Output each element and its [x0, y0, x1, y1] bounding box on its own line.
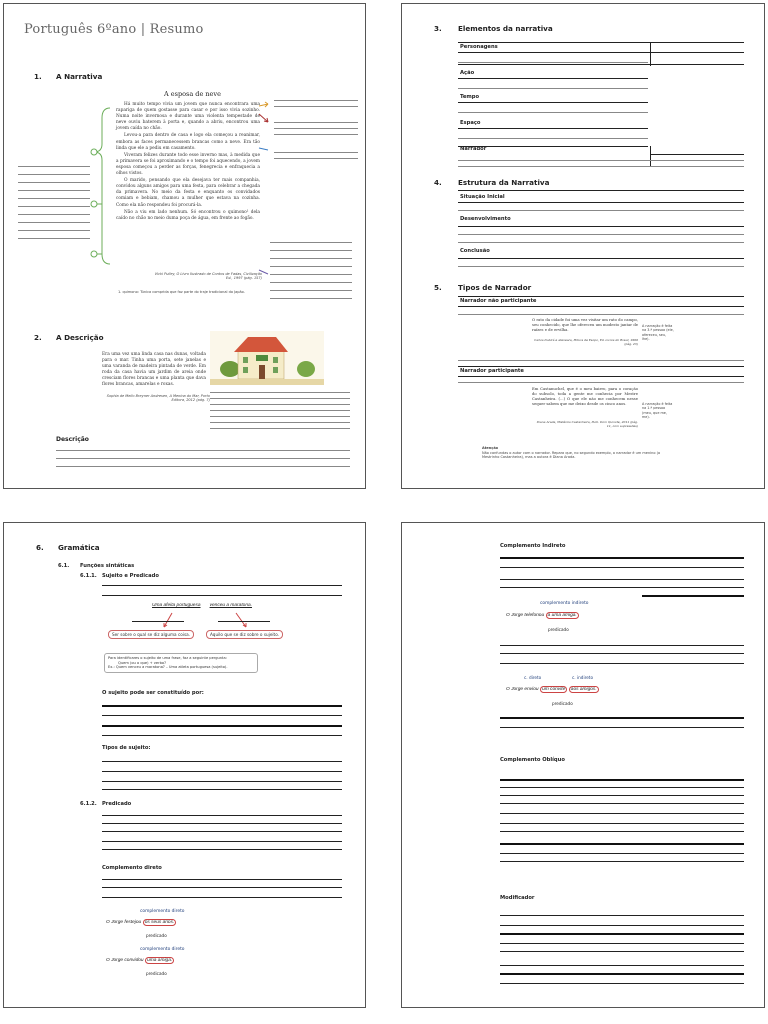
example-phrase: O Jorge enviou: [506, 687, 539, 692]
story-paragraph: Levou-a para dentro de casa e logo ela começou a reanimar, embora as faces permanecessem brancas como a neve. Era tão linda que ele a pediu em casamento.: [116, 133, 260, 151]
structure-situacao-inicial: Situação Inicial: [460, 194, 505, 200]
direct-object-example-1: [106, 920, 176, 925]
structure-desenvolvimento: Desenvolvimento: [460, 216, 511, 222]
indirect-object-tag: c. indireto: [572, 675, 594, 680]
section-6-number: 6.: [36, 543, 44, 552]
predicate-example-text: venceu a maratona.: [209, 603, 252, 608]
element-espaco: Espaço: [460, 120, 481, 126]
direct-object-highlight: um convite: [542, 687, 566, 692]
section-3-title: Elementos da narrativa: [458, 24, 553, 33]
story-structure-bracket: [90, 104, 114, 276]
direct-object-example-2: [106, 958, 174, 963]
section-6-title: Gramática: [58, 543, 100, 552]
section-6-1-number: 6.1.: [58, 563, 70, 569]
direct-object-tag: c. direto: [524, 675, 542, 680]
example-phrase: O Jorge festejou: [106, 920, 142, 925]
warning-title: Atenção: [482, 446, 499, 450]
example-phrase: O Jorge convidou: [106, 958, 144, 963]
section-6-1-1-title: Sujeito e Predicado: [102, 573, 159, 579]
narrador-nao-participante-note: A narração é feita na 3.ª pessoa (ele, ofereceu, seu, lhe).: [642, 324, 674, 342]
page-1: [3, 3, 366, 489]
section-6-1-2-title: Predicado: [102, 801, 132, 807]
narrador-participante-note: A narração é feita na 1.ª pessoa (meu, que me, me).: [642, 402, 673, 420]
direct-object-highlight: os seus anos.: [144, 920, 175, 925]
direct-object-example-1-label: complemento direto: [140, 909, 185, 914]
narrador-nao-participante-source: Carlos Dubirá e ateneara, Mitura de Esopo, Ed. Livros do Brasil, 1996 (pág. 23): [534, 338, 638, 347]
story-text: [116, 102, 260, 222]
story-paragraph: Viveram felizes durante todo esse inverno mas, à medida que a primavera se foi aproximando e o tempo foi aquecendo, a jovem esposa começou a perder as forças, fenegrecia e enfraquecia a olhos vistos.: [116, 152, 260, 177]
narrador-participante-source: Diana Arada, Mistérios Castanheira, Publ. Dom Quixote, 2011 (pág. 11, com supressões): [536, 420, 638, 429]
element-acao: Ação: [460, 70, 475, 76]
predicate-tag: predicado: [552, 701, 573, 706]
story-footnote: 1. quimono: Túnica comprida que faz parte do traje tradicional do Japão.: [118, 290, 245, 294]
indirect-object-label: Complemento Indireto: [500, 543, 566, 549]
section-1-title: A Narrativa: [56, 72, 103, 81]
section-6-1-title: Funções sintáticas: [80, 563, 135, 569]
indirect-object-example-2: [506, 687, 599, 692]
narrador-nao-participante-text: O rato da cidade foi uma vez visitar um rato do campo, seu conhecido, que lhe ofereceu um modesto jantar de raízes e de ervilha.: [532, 317, 638, 332]
element-tempo: Tempo: [460, 94, 480, 100]
narrador-participante-text: Em Castanuchel, que é o meu bairro, para o coração do subsolo, toda a gente me conhecia por Mestre Castanheira. (...) O que ele não me conhecem nesse sequer sabem que me deixo desde os cinco anos.: [532, 386, 638, 406]
structure-conclusao: Conclusão: [460, 248, 490, 254]
tip-line: Para identificares o sujeito de uma frase, faz a seguinte pergunta:: [108, 656, 227, 660]
annotation-arrows: [258, 100, 272, 280]
predicate-tag: predicado: [548, 627, 569, 632]
modifier-label: Modificador: [500, 895, 535, 901]
section-1-number: 1.: [34, 72, 42, 81]
direct-object-example-2-label: complemento direto: [140, 947, 185, 952]
indirect-object-highlight: aos amigos.: [570, 687, 597, 692]
story-source: Vicki Pulley, O Livro Ilustrado de Contos de Fadas, Civilização Ed., 1997 (pág. 157): [154, 272, 262, 281]
tip-line: Quem (ou o que) + verbo?: [118, 660, 166, 665]
narrador-participante-label: Narrador participante: [460, 368, 524, 374]
example-phrase: O Jorge telefonou: [506, 613, 545, 618]
subject-types-label: Tipos de sujeito:: [102, 745, 151, 751]
direct-object-highlight: uma amiga.: [147, 958, 173, 963]
section-5-number: 5.: [434, 283, 442, 292]
page-3: [3, 522, 366, 1008]
oblique-object-label: Complemento Oblíquo: [500, 757, 565, 763]
section-2-number: 2.: [34, 333, 42, 342]
indirect-object-example-1-label: complemento indireto: [540, 601, 589, 606]
page-4: [401, 522, 765, 1008]
section-6-1-1-number: 6.1.1.: [80, 573, 97, 579]
story-paragraph: Há muito tempo vivia um jovem que nunca encontrara uma rapariga de quem gostasse para casar e por isso vivia sozinho. Numa noite invernosa e durante uma violenta tempestade de neve ouviu baterem à porta e, quando a abriu, encontrou uma jovem caída no chão.: [116, 102, 260, 132]
tip-line: Ex.: Quem venceu a maratona? – Uma atleta portuguesa (sujeito).: [108, 665, 228, 670]
subject-example-text: Uma afeita portuguesa: [152, 603, 201, 608]
predicate-tag: predicado: [146, 971, 167, 976]
section-6-1-2-number: 6.1.2.: [80, 801, 97, 807]
indirect-object-highlight: a uma amiga.: [547, 613, 577, 618]
description-label: Descrição: [56, 436, 89, 443]
story-paragraph: Não a viu em lado nenhum. Só encontrou o quimono¹ dela caído no chão no meio duma poça de água, em frente ao fogão.: [116, 209, 260, 221]
section-3-number: 3.: [434, 24, 442, 33]
story-paragraph: O marido, pensando que ela desejava ter mais companhia, convidou alguns amigos para uma festa, para celebrar a chegada da primavera. No meio da festa e enquanto os convidados comiam e bebiam, chamou a mulher que estava na cozinha. Como ela não respondeu foi procurá-la.: [116, 178, 260, 208]
subject-tip-note: [104, 653, 258, 673]
warning-text: Não confundas o autor com o narrador. Repara que, no segundo exemplo, o narrador é um menino (o Mestrinho Castanheira), mas a autora é Diana Arada.: [482, 451, 661, 460]
subject-example: [152, 603, 252, 608]
section-5-title: Tipos de Narrador: [458, 283, 532, 292]
predicate-tag: predicado: [146, 933, 167, 938]
element-personagens: Personagens: [460, 44, 498, 50]
section-4-title: Estrutura da Narrativa: [458, 178, 550, 187]
description-text: Era uma vez uma linda casa nas dunas, voltada para o mar. Tinha uma porta, sete janelas e uma varanda de madeira pintada de verde. Em roda da casa havia um jardim de areia onde cresciam flores brancas e uma planta que dava flores brancas, amarelas e roxas.: [102, 352, 206, 388]
subject-composition-label: O sujeito pode ser constituído por:: [102, 690, 204, 696]
story-title: A esposa de neve: [164, 90, 221, 98]
section-4-number: 4.: [434, 178, 442, 187]
section-2-title: A Descrição: [56, 333, 104, 342]
description-source: Sophia de Mello Breyner Andresen, A Menina do Mar, Porto Editora, 2012 (pág. 7): [106, 394, 210, 403]
page-title: Português 6ºano | Resumo: [24, 22, 204, 37]
direct-object-label: Complemento direto: [102, 865, 162, 871]
predicate-definition-box: Aquilo que se diz sobre o sujeito.: [206, 630, 283, 639]
indirect-object-example-1: [506, 613, 579, 618]
narrador-nao-participante-label: Narrador não participante: [460, 298, 537, 304]
element-narrador: Narrador: [460, 146, 487, 152]
page-2: [401, 3, 765, 489]
subject-definition-box: Ser sobre o qual se diz alguma coisa.: [108, 630, 194, 639]
house-illustration: [210, 331, 324, 385]
